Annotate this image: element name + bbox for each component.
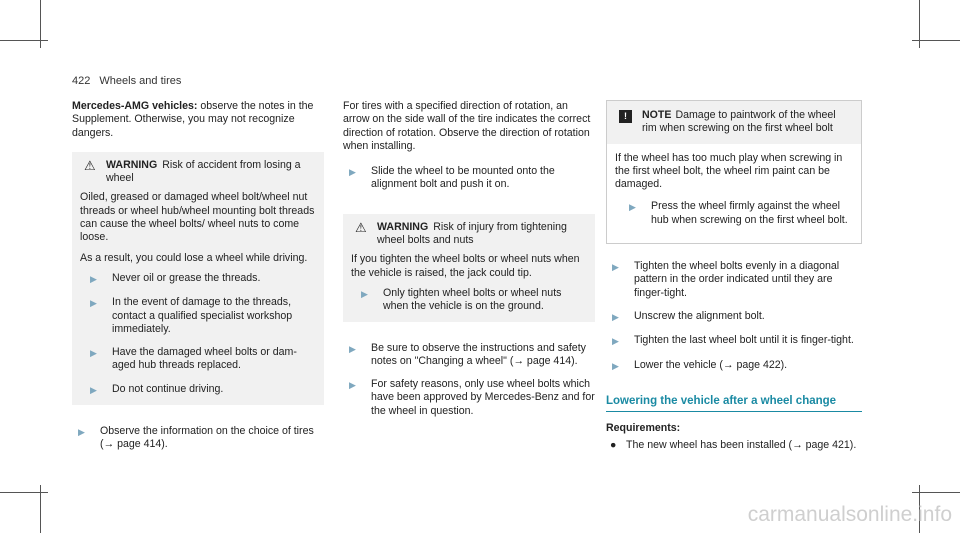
warning-text: If you tighten the wheel bolts or wheel nuts when the vehicle is raised, the jack could tip.: [351, 253, 580, 279]
warning-label: WARNING: [377, 220, 429, 233]
rotation-intro: For tires with a specified direction of rotation, an arrow on the side wall of the tire indicates the correct direction of rotation. Observe the direction of rotation when installing.: [343, 100, 591, 152]
column-3: [606, 100, 862, 453]
warning-box-accident: [72, 152, 324, 405]
instruction-step: ▶ Tighten the last wheel bolt until it is finger-tight.: [606, 334, 862, 348]
step-arrow-icon: ▶: [612, 262, 619, 273]
requirements-label: Requirements:: [606, 422, 681, 435]
instruction-step: ▶ Unscrew the alignment bolt.: [606, 310, 862, 324]
step-arrow-icon: ▶: [612, 311, 619, 322]
warning-step: ▶ In the event of damage to the threads, contact a qualified specialist workshop immediately.: [90, 296, 293, 335]
page-header: [72, 75, 181, 87]
step-arrow-icon: ▶: [78, 427, 85, 438]
warning-step: ▶ Never oil or grease the threads.: [80, 272, 316, 286]
warning-title: Risk of injury from tightening wheel bolts and nuts: [377, 220, 567, 247]
instruction-step: ▶ For safety reasons, only use wheel bolts which have been approved by Mercedes-Benz and for the wheel in question.: [349, 378, 595, 417]
warning-header: [80, 159, 316, 186]
amg-intro-text: observe the notes in the Supplement. Otherwise, you may not recognize dangers.: [72, 100, 314, 139]
crop-mark: [0, 40, 48, 41]
amg-intro-bold: Mercedes-AMG vehicles:: [72, 100, 198, 112]
note-text: If the wheel has too much play when screwing in the first wheel bolt, the wheel rim paint can be damaged.: [615, 151, 843, 191]
step-arrow-icon: ▶: [349, 343, 356, 354]
section-title: Lowering the vehicle after a wheel change: [606, 395, 862, 412]
note-exclamation-icon: !: [619, 110, 632, 123]
instruction-step: ▶ Observe the information on the choice of tires (→ page 414).: [78, 425, 314, 451]
warning-step: ▶ Do not continue driving.: [80, 383, 316, 397]
crop-mark: [912, 40, 960, 41]
column-2: [343, 100, 595, 428]
note-title: Damage to paintwork of the wheel rim when screwing on the first wheel bolt: [642, 109, 836, 135]
step-arrow-icon: ▶: [349, 380, 356, 391]
amg-intro: [72, 100, 324, 140]
step-arrow-icon: ▶: [90, 273, 97, 284]
instruction-step: ▶ Slide the wheel to be mounted onto the alignment bolt and push it on.: [349, 165, 555, 191]
watermark: carmanualsonline.info: [747, 503, 952, 526]
warning-header: [351, 221, 587, 248]
requirement-item: ● The new wheel has been installed (→ page 421).: [610, 439, 857, 452]
step-arrow-icon: ▶: [90, 384, 97, 395]
crop-mark: [912, 492, 960, 493]
warning-step: ▶ Have the damaged wheel bolts or damaged hub threads replaced.: [90, 346, 297, 372]
bullet-icon: ●: [610, 439, 617, 452]
instruction-step: ▶ Be sure to observe the instructions and safety notes on "Changing a wheel" (→ page 414).: [349, 341, 586, 367]
step-arrow-icon: ▶: [349, 167, 356, 178]
crop-mark: [0, 492, 48, 493]
warning-label: WARNING: [106, 158, 158, 171]
step-arrow-icon: ▶: [612, 336, 619, 347]
step-arrow-icon: ▶: [361, 288, 368, 299]
step-arrow-icon: ▶: [629, 202, 636, 213]
column-1: [72, 100, 324, 462]
page-number: 422: [72, 75, 91, 87]
page-header-title: Wheels and tires: [99, 75, 182, 87]
warning-step: ▶ Only tighten wheel bolts or wheel nuts when the vehicle is on the ground.: [361, 286, 562, 313]
step-arrow-icon: ▶: [90, 348, 97, 359]
note-step: ▶ Press the wheel firmly against the wheel hub when screwing on the first wheel bolt.: [629, 200, 848, 226]
warning-text: Oiled, greased or damaged wheel bolt/wheel nut threads or wheel hub/wheel mounting bolt threads can cause the wheel bolts/ wheel nuts to come loose.: [80, 191, 315, 244]
note-body: [607, 144, 861, 243]
warning-triangle-icon: ⚠: [84, 157, 96, 173]
note-label: NOTE: [642, 109, 672, 121]
warning-box-injury: [343, 214, 595, 322]
note-box-paintwork: [606, 100, 862, 244]
note-header: [607, 101, 861, 144]
step-arrow-icon: ▶: [612, 360, 619, 371]
warning-triangle-icon: ⚠: [355, 219, 367, 235]
warning-text: As a result, you could lose a wheel while driving.: [80, 251, 308, 264]
instruction-step: ▶ Lower the vehicle (→ page 422).: [606, 359, 862, 373]
warning-title: Risk of accident from losing a wheel: [106, 158, 301, 185]
step-arrow-icon: ▶: [90, 298, 97, 309]
instruction-step: ▶ Tighten the wheel bolts evenly in a diagonal pattern in the order indicated until they are finger-tight.: [612, 260, 840, 299]
